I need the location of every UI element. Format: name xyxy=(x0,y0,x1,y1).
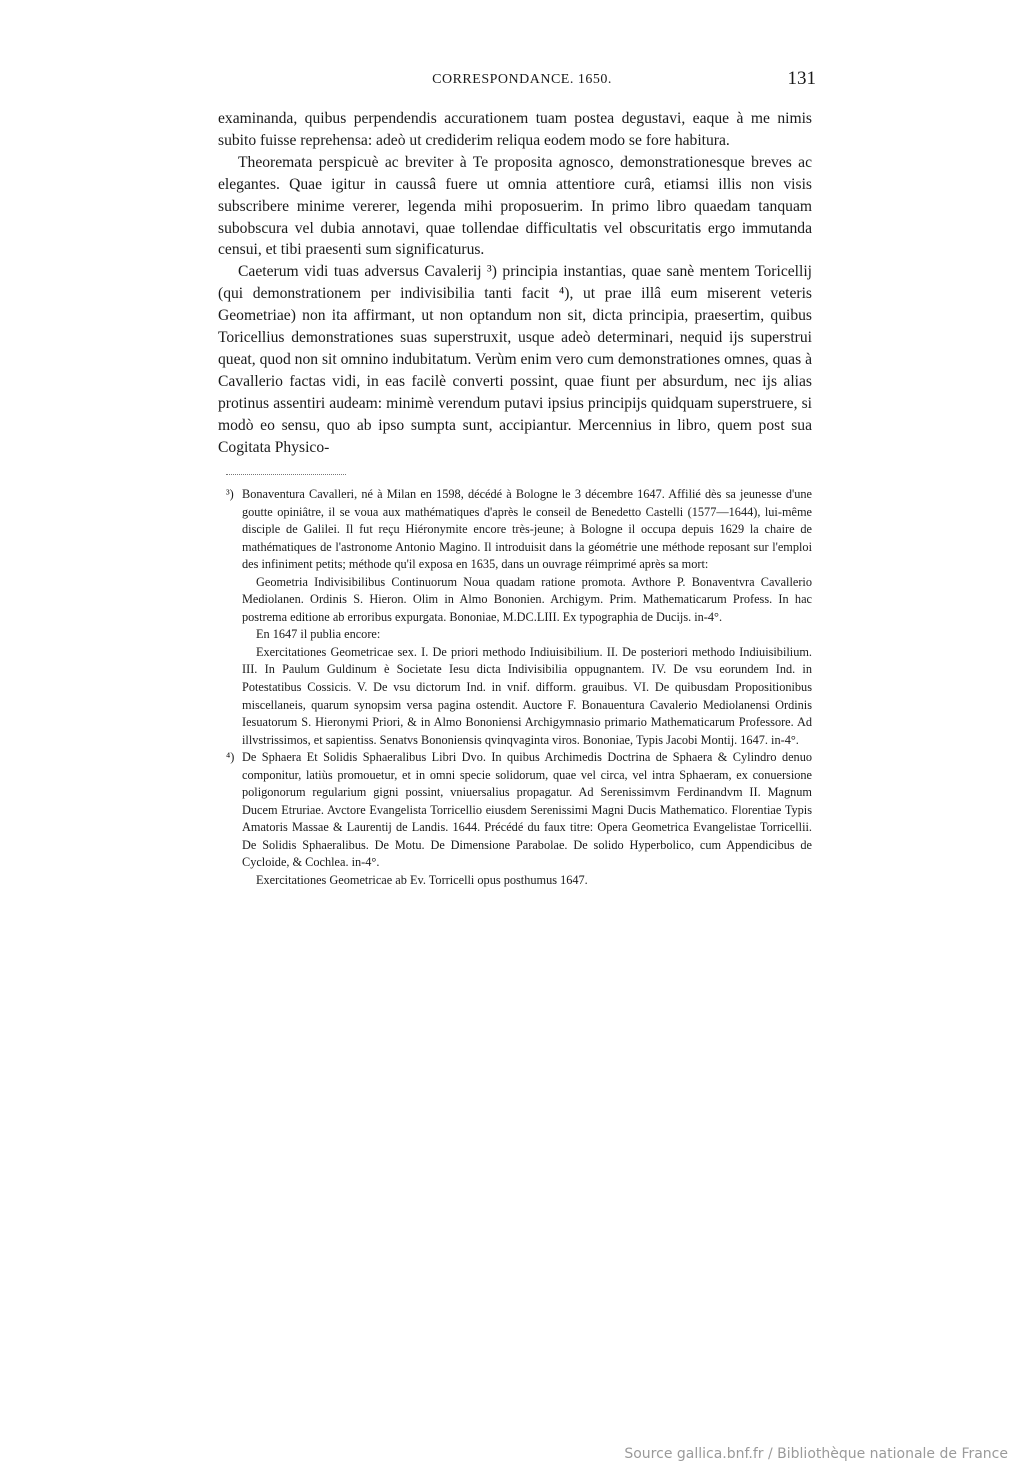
footnote-3-marker: ³) xyxy=(226,487,234,501)
main-text xyxy=(218,108,812,459)
source-credit: Source gallica.bnf.fr / Bibliothèque nationale de France xyxy=(624,1446,1008,1462)
footnote-3-title-1: Geometria Indivisibilibus Continuorum Noua quadam ratione promota. Avthore P. Bonaventvra Cavallerio Mediolanen. Ordinis S. Hieron. Olim in Almo Bononien. Archigym. Prim. Mathematicarum Profess. In hac postrema editione ab erroribus expurgata. Bononiae, M.DC.LIII. Ex typographia de Ducijs. in-4°. xyxy=(242,574,812,624)
running-title: CORRESPONDANCE. 1650. xyxy=(432,72,612,87)
paragraph-caeterum: Caeterum vidi tuas adversus Cavalerij ³) principia instantias, quae sanè mentem Toricellij (qui demonstrationem per indivisibilia tanti facit ⁴), ut prae illâ eum miserent veteris Geometriae) non ita affirmant, ut non optandum non sit, dicta principia, praesertim, quibus Toricellius demonstrationes suas superstruxit, usque adeò determinari, nequid ijs superstrui queat, quod non sit omnino indubitatum. Verùm enim vero cum demonstrationes omnes, quas à Cavallerio factas vidi, in eas facilè converti possint, quae fiunt per absurdum, nec ijs alias protinus assentiri audeam: minimè verendum putavi ipsius principijs quidquam superstruere, si modò eo sensu, quo ab ipso sumpta sunt, accipiantur. Mercennius in libro, quem post sua Cogitata Physico- xyxy=(218,263,812,456)
footnote-3-text: Bonaventura Cavalleri, né à Milan en 1598, décédé à Bologne le 3 décembre 1647. Affilié dès sa jeunesse d'une goutte opiniâtre, il se voua aux mathématiques d'après le conseil de Benedetto Castelli (1577—1644), lui-même disciple de Galilei. Il fut reçu Hiéronymite encore très-jeune; à Bologne il occupa depuis 1629 la chaire de mathématiques de l'astronome Antonio Magino. Il introduisit dans la géométrie une méthode reposant sur l'emploi des infiniment petits; méthode qu'il exposa en 1635, dans un ouvrage réimprimé après sa mort: xyxy=(242,487,812,572)
page-header xyxy=(228,68,816,92)
paragraph-theoremata: Theoremata perspicuè ac breviter à Te proposita agnosco, demonstrationesque breves ac elegantes. Quae igitur in caussâ fuere ut omnia attentiore curâ, etiamsi illis non visis subscribere minime vererer, legenda mihi proposuerim. In primo libro quaedam tanquam subobscura vel dubia annotavi, quae tollendae difficultatis vel obscuritatis ergo immutanda censui, et tibi praesenti sum significaturus. xyxy=(218,153,812,259)
footnote-4 xyxy=(226,749,812,872)
footnote-3 xyxy=(226,486,812,574)
footnote-4-marker: ⁴) xyxy=(226,750,235,765)
footnote-3-title-2: Exercitationes Geometricae sex. I. De priori methodo Indiuisibilium. II. De posteriori methodo Indiuisibilium. III. In Paulum Guldinum è Societate Iesu dicta Indivisibilia oppugnantem. IV. De vsu eorundem Ind. in Potestatibus Cossicis. V. De vsu dictorum Ind. in vnif. difform. grauibus. VI. De quibusdam Propositionibus miscellaneis, quarum synopsim versa pagina ostendit. Auctore F. Bonauentura Cavalerio Mediolanensi Ordinis Iesuatorum S. Hieronymi Priori, & in Almo Bononiensi Archigymnasio primario Mathematicarum Professore. Ad illvstrissimos, et sapientiss. Senatvs Bononiensis qvinqvaginta viros. Bononiae, Typis Jacobi Montij. 1647. in-4°. xyxy=(242,644,812,747)
paragraph-continuation: examinanda, quibus perpendendis accurationem tuam postea degustavi, eaque à me nimis subito fuisse reprehensa: adeò ut crediderim reliqua eodem modo se fore habitura. xyxy=(218,110,812,149)
footnote-separator xyxy=(226,474,346,475)
page-number: 131 xyxy=(787,68,816,89)
footnote-4-text: De Sphaera Et Solidis Sphaeralibus Libri Dvo. In quibus Archimedis Doctrina de Sphaera & Cylindro denuo componitur, latiùs promouetur, et in omni specie solidorum, quae vel circa, vel intra Sphaeram, ex conuersione poligonorum regularium gigni possint, vniuersalius propagatur. Ad Serenissimvm Ferdinandvm II. Magnum Ducem Etruriae. Avctore Evangelista Torricellio eiusdem Serenissimi Magni Ducis Mathematico. Florentiae Typis Amatoris Massae & Laurentij de Landis. 1644. Précédé du faux titre: Opera Geometrica Evangelistae Torricellii. De Solidis Sphaeralibus. De Motu. De Dimensione Parabolae. De solido Hyperbolico, cum Appendicibus de Cycloide, & Cochlea. in-4°. xyxy=(242,750,812,870)
footnote-4-title-2: Exercitationes Geometricae ab Ev. Torricelli opus posthumus 1647. xyxy=(256,873,588,888)
footnotes xyxy=(226,486,812,890)
footnote-3-intro-2: En 1647 il publia encore: xyxy=(256,627,381,642)
